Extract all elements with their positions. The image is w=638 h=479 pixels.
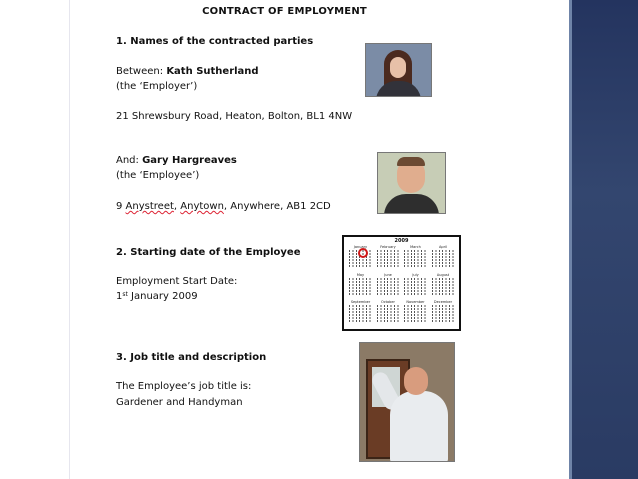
calendar-month [403, 300, 428, 324]
calendar-month-name: May [356, 272, 365, 277]
job-title-value: Gardener and Handyman [116, 397, 243, 408]
gardener-photo [359, 342, 455, 462]
calendar-start-marker [358, 248, 368, 258]
address-rest: , Anywhere, AB1 2CD [223, 201, 331, 212]
calendar-month [431, 273, 456, 297]
employee-line [116, 155, 237, 167]
address-number: 9 [116, 201, 126, 212]
date-day: 1 [116, 291, 123, 302]
calendar-month [376, 300, 401, 324]
calendar-month [403, 245, 428, 269]
address-street: Anystreet [125, 201, 174, 212]
calendar-month-name: September [350, 300, 371, 304]
calendar-month [348, 273, 373, 297]
section2-heading: 2. Starting date of the Employee [116, 247, 301, 258]
calendar-month-name: November [406, 300, 425, 304]
employer-photo [365, 43, 432, 97]
calendar-month [376, 245, 401, 269]
date-rest: January 2009 [127, 291, 198, 302]
section3-heading: 3. Job title and description [116, 352, 267, 363]
between-prefix: Between: [116, 66, 167, 77]
calendar-month-name: October [380, 300, 395, 304]
employee-name: Gary Hargreaves [142, 155, 237, 166]
margin-rule [69, 0, 70, 479]
section1-heading: 1. Names of the contracted parties [116, 36, 314, 47]
employer-address: 21 Shrewsbury Road, Heaton, Bolton, BL1 4NW [116, 111, 353, 122]
employer-name: Kath Sutherland [166, 66, 259, 77]
calendar-month [376, 273, 401, 297]
calendar-month-name: March [410, 245, 421, 249]
calendar-month [431, 245, 456, 269]
calendar-month [348, 300, 373, 324]
calendar-image [342, 235, 461, 331]
calendar-month-name: December [433, 300, 453, 304]
document-title: CONTRACT OF EMPLOYMENT [202, 6, 367, 17]
calendar-month-name: August [436, 272, 450, 277]
address-town: Anytown [180, 201, 224, 212]
employee-address [116, 201, 331, 213]
calendar-month-name: June [384, 272, 392, 277]
calendar-month [431, 300, 456, 324]
employee-photo [377, 152, 446, 214]
calendar-month-name: January [353, 245, 368, 249]
job-title-label: The Employee’s job title is: [116, 381, 252, 392]
side-decorative-band [569, 0, 638, 479]
start-date-value [116, 291, 198, 303]
calendar-month-name: February [380, 245, 396, 249]
address-sep: , [173, 201, 181, 212]
date-suffix: st [122, 291, 128, 298]
calendar-year: 2009 [394, 238, 409, 244]
employer-role: (the ‘Employer’) [116, 81, 198, 92]
and-prefix: And: [116, 155, 143, 166]
employee-role: (the ‘Employee’) [116, 170, 200, 181]
calendar-month-name: July [412, 272, 419, 277]
calendar-month-name: April [439, 245, 447, 249]
start-date-label: Employment Start Date: [116, 276, 238, 287]
calendar-month [403, 273, 428, 297]
employer-line [116, 66, 259, 78]
